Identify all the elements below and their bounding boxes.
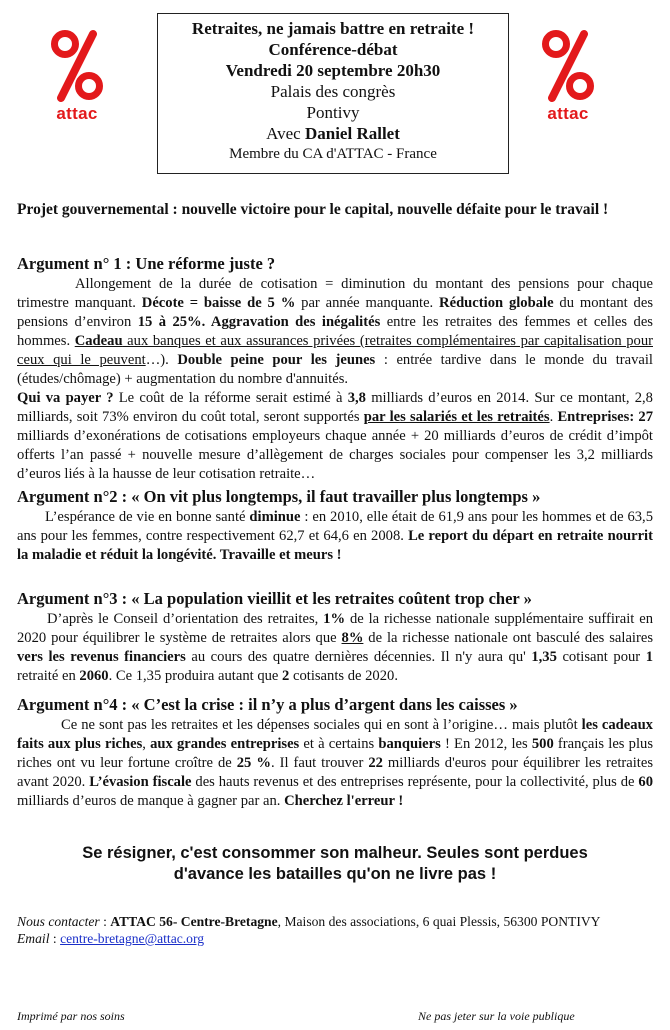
email-line: Email : centre-bretagne@attac.org: [17, 931, 205, 946]
argument-1: [17, 253, 653, 484]
avec-label: Avec: [266, 124, 305, 143]
argument-4-title: Argument n°4 : « C’est la crise : il n’y a plus d’argent dans les caisses »: [17, 695, 518, 714]
email-link[interactable]: centre-bretagne@attac.org: [60, 931, 205, 946]
event-venue: Palais des congrès: [270, 82, 396, 101]
event-speaker-line: [158, 123, 508, 144]
argument-4: [17, 694, 653, 811]
logo-text: attac: [56, 104, 98, 123]
event-title: Retraites, ne jamais battre en retraite !: [191, 19, 475, 38]
contact-address: , Maison des associations, 6 quai Plessis, 56300 PONTIVY: [277, 914, 601, 929]
percent-icon: [51, 28, 103, 102]
event-city: Pontivy: [306, 103, 360, 122]
argument-4-body: Ce ne sont pas les retraites et les dépenses sociales qui en sont à l’origine… mais plutôt les cadeaux faits aux plus riches, aux grandes entreprises et à certains banquiers ! En 2012, les 500 français les plus riches ont vu leur fortune croître de 25 %. Il faut trouver 22 milliards d'euros pour équilibrer les retraites avant 2020. L’évasion fiscale des hauts revenus et des entreprises représente, pour la collectivité, plus de 60 milliards d’euros de manque à gagner par an. Cherchez l'erreur !: [17, 717, 654, 809]
argument-1-title: Argument n° 1 : Une réforme juste ?: [17, 254, 276, 273]
argument-2: [17, 486, 653, 565]
argument-3-title: Argument n°3 : « La population vieillit et les retraites coûtent trop cher »: [17, 589, 532, 608]
contact-block: [17, 913, 600, 947]
footer-notice: Ne pas jeter sur la voie publique: [418, 1009, 575, 1023]
event-header-box: [157, 13, 509, 174]
contact-line: Nous contacter : ATTAC 56- Centre-Bretagne, Maison des associations, 6 quai Plessis, 56300 PONTIVY: [17, 914, 601, 929]
speaker-role: Membre du CA d'ATTAC - France: [229, 146, 437, 162]
argument-2-body: L’espérance de vie en bonne santé diminue : en 2010, elle était de 61,9 ans pour les hommes et de 63,5 ans pour les femmes, contre respectivement 62,7 et 64,6 en 2008. Le report du départ en retraite nourrit la maladie et réduit la longévité. Travaille et meurs !: [17, 509, 654, 563]
conclusion-line-2: d'avance les batailles qu'on ne livre pas !: [173, 865, 497, 883]
percent-icon: [542, 28, 594, 102]
argument-1-body: Allongement de la durée de cotisation = diminution du montant des pensions pour chaque trimestre manquant. Décote = baisse de 5 % par année manquante. Réduction globale du montant des pensions d’environ 15 à 25%. Aggravation des inégalités entre les retraites des femmes et celles des hommes. Cadeau aux banques et aux assurances privées (retraites complémentaires par capitalisation pour ceux qui le peuvent…). Double peine pour les jeunes : entrée tardive dans le monde du travail (études/chômage) + augmentation du nombre d'annuités.: [17, 276, 653, 387]
attac-logo-left: [47, 28, 107, 124]
event-date: Vendredi 20 septembre 20h30: [225, 61, 441, 80]
speaker-name: Daniel Rallet: [304, 124, 400, 143]
conclusion-line-1: Se résigner, c'est consommer son malheur. Seules sont perdues: [82, 844, 588, 862]
argument-1-body-2: Qui va payer ? Le coût de la réforme serait estimé à 3,8 milliards d’euros en 2014. Sur ce montant, 2,8 milliards, soit 73% environ du coût total, seront supportés par les salariés et les retraités. Entreprises: 27 milliards d’exonérations de cotisations employeurs chaque année + 20 milliards d’euros de crédit d’impôt offerts l’an passé + nouvelle mesure d’allègement de charges sociales pour compenser les 3,2 milliards d’euros liés à la hausse de leur cotisation retraite…: [17, 390, 653, 482]
argument-3: [17, 588, 653, 686]
conclusion-quote: [17, 843, 653, 885]
logo-text: attac: [547, 104, 589, 123]
footer-printed: Imprimé par nos soins: [17, 1009, 125, 1023]
attac-logo-right: [538, 28, 598, 124]
argument-2-title: Argument n°2 : « On vit plus longtemps, il faut travailler plus longtemps »: [17, 487, 541, 506]
intro-headline: Projet gouvernemental : nouvelle victoire pour le capital, nouvelle défaite pour le travail !: [17, 201, 609, 218]
event-type: Conférence-débat: [268, 40, 398, 59]
contact-org: ATTAC 56- Centre-Bretagne: [110, 914, 278, 929]
argument-3-body: D’après le Conseil d’orientation des retraites, 1% de la richesse nationale supplémentaire suffirait en 2020 pour équilibrer le système de retraites alors que 8% de la richesse nationale ont basculé des salaires vers les revenus financiers au cours des quatre dernières décennies. Il n'y aura qu' 1,35 cotisant pour 1 retraité en 2060. Ce 1,35 produira autant que 2 cotisants de 2020.: [17, 611, 654, 684]
